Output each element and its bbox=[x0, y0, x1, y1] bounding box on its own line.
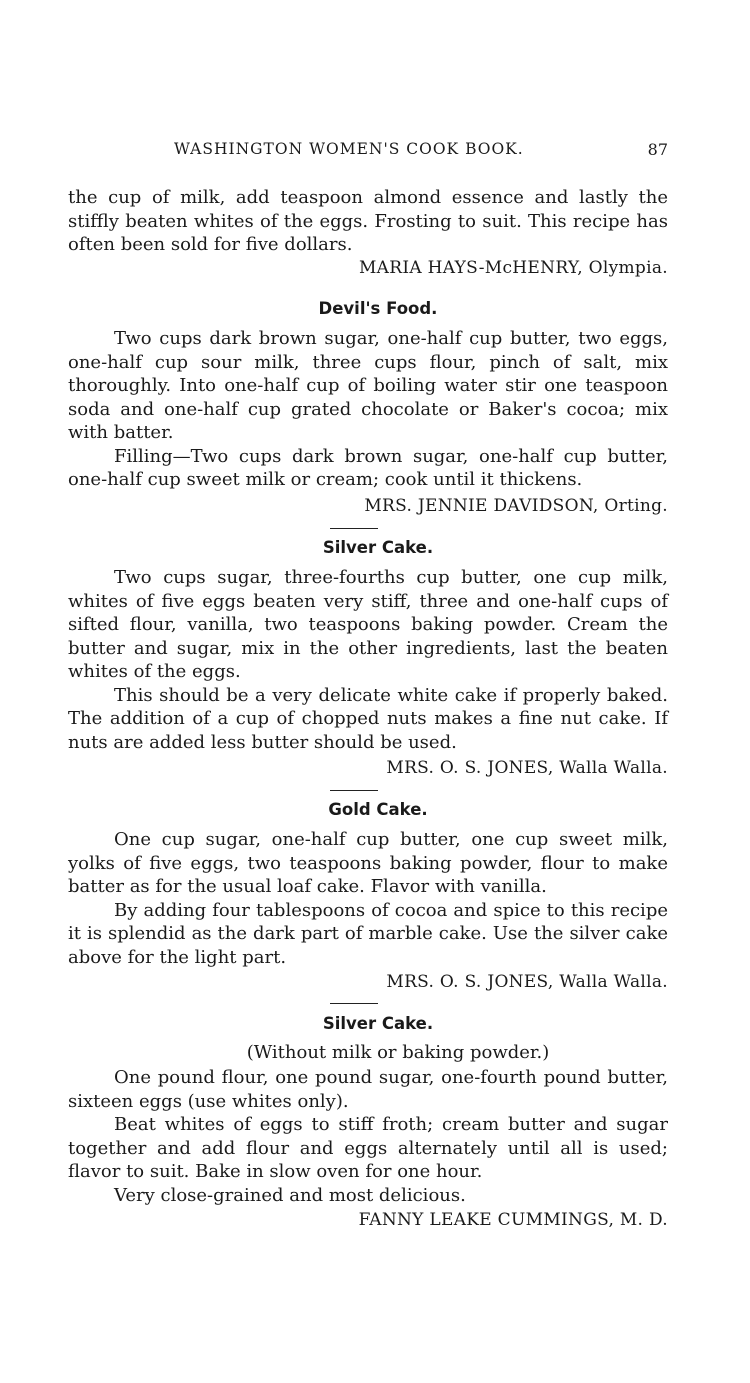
recipe-paragraph: Very close-grained and most delicious. bbox=[114, 1184, 466, 1206]
section-divider bbox=[330, 790, 378, 791]
recipe-paragraph: One pound flour, one pound sugar, one-fourth pound butter, sixteen eggs (use whites only). bbox=[68, 1067, 668, 1112]
page-header bbox=[68, 140, 668, 164]
recipe-title-devils-food: Devil's Food. bbox=[318, 299, 438, 318]
recipe-title-silver-cake: Silver Cake. bbox=[322, 538, 434, 557]
intro-signature: MARIA HAYS-McHENRY, Olympia. bbox=[358, 258, 668, 278]
recipe-paragraph: Two cups dark brown sugar, one-half cup butter, two eggs, one-half cup sour milk, three cups flour, pinch of salt, mix thoroughly. Into one-half cup of boiling water stir one teaspoon soda and one-half cup grated chocolate or Baker's cocoa; mix with batter. bbox=[68, 328, 668, 443]
recipe-devils-food bbox=[68, 327, 668, 492]
recipe-signature: MRS. JENNIE DAVIDSON, Orting. bbox=[364, 496, 668, 516]
recipe-paragraph: Two cups sugar, three-fourths cup butter, one cup milk, whites of five eggs beaten very stiff, three and one-half cups of sifted flour, vanilla, two teaspoons baking powder. Cream the butter and sugar, mix in the other ingredients, last the beaten whites of the eggs. bbox=[68, 567, 668, 682]
recipe-title-silver-cake-2: Silver Cake. bbox=[322, 1014, 434, 1033]
recipe-paragraph: One cup sugar, one-half cup butter, one cup sweet milk, yolks of five eggs, two teaspoons baking powder, flour to make batter as for the usual loaf cake. Flavor with vanilla. bbox=[68, 829, 668, 897]
recipe-silver-cake-2 bbox=[68, 1066, 668, 1207]
recipe-signature: FANNY LEAKE CUMMINGS, M. D. bbox=[358, 1210, 668, 1230]
recipe-signature: MRS. O. S. JONES, Walla Walla. bbox=[386, 758, 668, 778]
recipe-paragraph: By adding four tablespoons of cocoa and spice to this recipe it is splendid as the dark part of marble cake. Use the silver cake above for the light part. bbox=[68, 899, 668, 968]
intro-block bbox=[68, 186, 668, 257]
recipe-paragraph: Beat whites of eggs to stiff froth; cream butter and sugar together and add flour and eggs alternately until all is used; flavor to suit. Bake in slow oven for one hour. bbox=[68, 1114, 668, 1182]
recipe-gold-cake bbox=[68, 828, 668, 969]
section-divider bbox=[330, 1003, 378, 1004]
recipe-paragraph: Filling—Two cups dark brown sugar, one-half cup butter, one-half cup sweet milk or cream; cook until it thickens. bbox=[68, 445, 668, 490]
page-number: 87 bbox=[647, 140, 668, 159]
running-head: WASHINGTON WOMEN'S COOK BOOK. bbox=[174, 140, 524, 158]
section-divider bbox=[330, 528, 378, 529]
recipe-title-gold-cake: Gold Cake. bbox=[328, 800, 428, 819]
recipe-subtitle: (Without milk or baking powder.) bbox=[246, 1042, 550, 1063]
recipe-paragraph: This should be a very delicate white cake if properly baked. The addition of a cup of chopped nuts makes a fine nut cake. If nuts are added less butter should be used. bbox=[68, 684, 668, 753]
recipe-signature: MRS. O. S. JONES, Walla Walla. bbox=[386, 972, 668, 992]
recipe-silver-cake bbox=[68, 566, 668, 754]
intro-text: the cup of milk, add teaspoon almond essence and lastly the stiffly beaten whites of the eggs. Frosting to suit. This recipe has often been sold for five dollars. bbox=[68, 187, 668, 255]
